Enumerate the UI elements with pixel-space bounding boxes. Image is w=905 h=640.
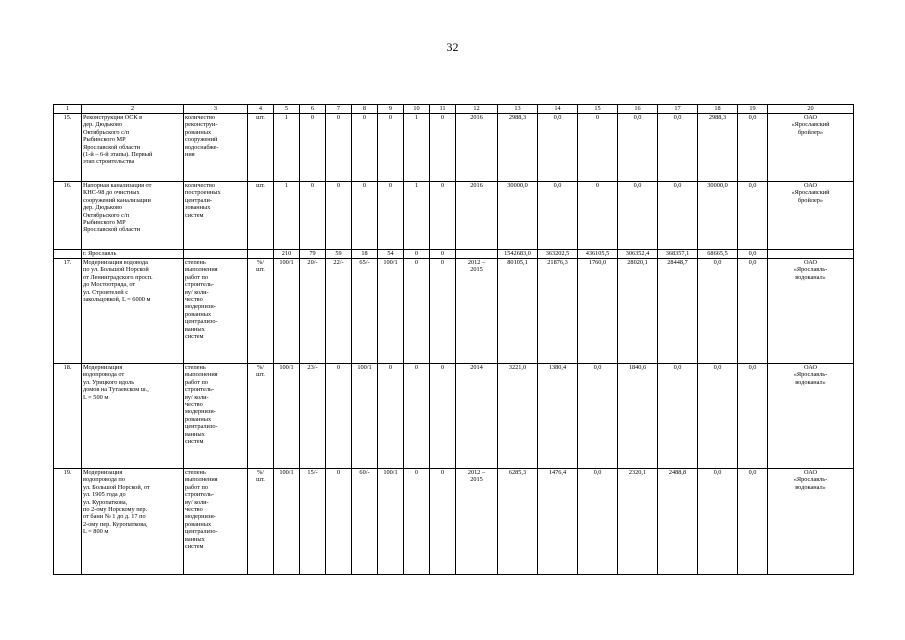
subtotal-value: 368357,1 — [658, 250, 698, 259]
funding-value: 0,0 — [698, 364, 738, 469]
target-value: 65/- — [352, 259, 378, 364]
funding-value: 80105,1 — [498, 259, 538, 364]
funding-value: 0,0 — [738, 259, 768, 364]
funding-value: 2988,3 — [498, 114, 538, 182]
funding-value: 6285,3 — [498, 469, 538, 575]
funding-value: 30000,0 — [498, 182, 538, 250]
funding-value: 1760,0 — [578, 259, 618, 364]
column-number: 6 — [300, 105, 326, 114]
target-value: 1 — [274, 114, 300, 182]
column-number: 4 — [248, 105, 274, 114]
target-value: 0 — [430, 259, 456, 364]
year: 2016 — [456, 114, 498, 182]
funding-value: 1840,6 — [618, 364, 658, 469]
column-number: 7 — [326, 105, 352, 114]
subtotal-value: 18 — [352, 250, 378, 259]
target-value: 60/- — [352, 469, 378, 575]
column-number: 12 — [456, 105, 498, 114]
column-number: 8 — [352, 105, 378, 114]
target-value: 0 — [430, 182, 456, 250]
unit: %/ шт. — [248, 364, 274, 469]
funding-value: 2488,8 — [658, 469, 698, 575]
executor: ОАО «Ярославль- водоканал» — [768, 469, 854, 575]
executor: ОАО «Ярославль- водоканал» — [768, 259, 854, 364]
unit: шт. — [248, 182, 274, 250]
year: 2012 – 2015 — [456, 259, 498, 364]
indicator: степень выполнения работ по строитель- ву/ коли- чество модернизи- рованных централизо- ванных систем — [184, 364, 248, 469]
column-number: 19 — [738, 105, 768, 114]
table-row — [54, 114, 854, 182]
target-value: 0 — [378, 114, 404, 182]
subtotal-value: 0 — [404, 250, 430, 259]
funding-value: 3221,0 — [498, 364, 538, 469]
empty-cell — [456, 250, 498, 259]
funding-value: 0,0 — [738, 469, 768, 575]
column-number: 9 — [378, 105, 404, 114]
table-row — [54, 469, 854, 575]
funding-value: 0,0 — [618, 114, 658, 182]
target-value: 0 — [378, 364, 404, 469]
row-number: 19. — [54, 469, 82, 575]
subtotal-value: 210 — [274, 250, 300, 259]
row-number: 17. — [54, 259, 82, 364]
funding-value: 28448,7 — [658, 259, 698, 364]
project-name: Модернизация водовода по ул. Большой Норской от Ленинградского просп. до Мостоотряда, от ул. Строителей с закольцовкой, L = 6000 м — [82, 259, 184, 364]
funding-value: 0,0 — [658, 114, 698, 182]
target-value: 0 — [430, 469, 456, 575]
target-value: 0 — [300, 182, 326, 250]
executor: ОАО «Ярославль- водоканал» — [768, 364, 854, 469]
subtotal-value: 0 — [430, 250, 456, 259]
indicator: степень выполнения работ по строитель- ву/ коли- чество модернизи- рованных централизо- ванных систем — [184, 469, 248, 575]
funding-value: 0,0 — [578, 469, 618, 575]
target-value: 0 — [430, 114, 456, 182]
executor: ОАО «Ярославский бройлер» — [768, 182, 854, 250]
subtotal-value: 54 — [378, 250, 404, 259]
column-number-row — [54, 105, 854, 114]
subtotal-value: 79 — [300, 250, 326, 259]
table-row — [54, 182, 854, 250]
target-value: 100/1 — [378, 469, 404, 575]
target-value: 0 — [326, 469, 352, 575]
subtotal-value: 306352,4 — [618, 250, 658, 259]
column-number: 16 — [618, 105, 658, 114]
funding-value: 0,0 — [698, 469, 738, 575]
column-number: 18 — [698, 105, 738, 114]
unit: %/ шт. — [248, 259, 274, 364]
funding-value: 0,0 — [738, 182, 768, 250]
target-value: 15/- — [300, 469, 326, 575]
year: 2012 – 2015 — [456, 469, 498, 575]
funding-value: 1476,4 — [538, 469, 578, 575]
target-value: 1 — [404, 182, 430, 250]
year: 2014 — [456, 364, 498, 469]
indicator: количество реконструи- рованных сооружений водоснабже- ния — [184, 114, 248, 182]
funding-value: 28020,1 — [618, 259, 658, 364]
funding-value: 0,0 — [738, 114, 768, 182]
column-number: 5 — [274, 105, 300, 114]
funding-value: 0 — [578, 182, 618, 250]
target-value: 100/1 — [352, 364, 378, 469]
page-number: 32 — [446, 40, 459, 54]
empty-cell — [184, 250, 248, 259]
executor: ОАО «Ярославский бройлер» — [768, 114, 854, 182]
project-name: Реконструкция ОСК в дер. Дюдьково Октябрьского с/п Рыбинского МР Ярославской области (1-й – 6-й этапы). Первый этап строительства — [82, 114, 184, 182]
column-number: 17 — [658, 105, 698, 114]
empty-cell — [248, 250, 274, 259]
target-value: 100/1 — [274, 469, 300, 575]
target-value: 0 — [326, 182, 352, 250]
funding-value: 1380,4 — [538, 364, 578, 469]
unit: %/ шт. — [248, 469, 274, 575]
project-name: Модернизация водопровода по ул. Большой Норской, от ул. 1905 года до ул. Куропаткова, по 2-ому Норскому пер. от бани № 1 до д. 17 по 2-ому пер. Куропаткова, L = 800 м — [82, 469, 184, 575]
target-value: 0 — [352, 182, 378, 250]
target-value: 0 — [352, 114, 378, 182]
funding-value: 0,0 — [538, 114, 578, 182]
empty-cell — [768, 250, 854, 259]
funding-value: 21876,3 — [538, 259, 578, 364]
empty-cell — [54, 250, 82, 259]
column-number: 11 — [430, 105, 456, 114]
target-value: 1 — [274, 182, 300, 250]
project-name: Напорная канализация от КНС-98 до очистных сооружений канализации дер. Дюдьково Октябрьского с/п Рыбинского МР Ярославской области — [82, 182, 184, 250]
column-number: 10 — [404, 105, 430, 114]
target-value: 0 — [326, 114, 352, 182]
column-number: 20 — [768, 105, 854, 114]
funding-value: 2320,1 — [618, 469, 658, 575]
subtotal-value: 68665,5 — [698, 250, 738, 259]
subtotal-value: 436105,5 — [578, 250, 618, 259]
target-value: 100/1 — [378, 259, 404, 364]
target-value: 20/- — [300, 259, 326, 364]
column-number: 13 — [498, 105, 538, 114]
program-table — [53, 104, 854, 575]
year: 2016 — [456, 182, 498, 250]
target-value: 100/1 — [274, 364, 300, 469]
column-number: 15 — [578, 105, 618, 114]
funding-value: 0,0 — [738, 364, 768, 469]
indicator: количество построенных централи- зованных систем — [184, 182, 248, 250]
column-number: 14 — [538, 105, 578, 114]
project-name: Модернизация водопровода от ул. Урицкого вдоль домов на Тутаевском ш., L = 500 м — [82, 364, 184, 469]
funding-value: 30000,0 — [698, 182, 738, 250]
column-number: 3 — [184, 105, 248, 114]
row-number: 18. — [54, 364, 82, 469]
target-value: 0 — [430, 364, 456, 469]
target-value: 0 — [378, 182, 404, 250]
funding-value: 0,0 — [658, 364, 698, 469]
table-row — [54, 259, 854, 364]
subtotal-value: 363202,5 — [538, 250, 578, 259]
funding-value: 0,0 — [538, 182, 578, 250]
funding-value: 0,0 — [698, 259, 738, 364]
subtotal-value: 1542683,0 — [498, 250, 538, 259]
funding-value: 2988,3 — [698, 114, 738, 182]
subtotal-value: 59 — [326, 250, 352, 259]
target-value: 1 — [404, 114, 430, 182]
target-value: 22/- — [326, 259, 352, 364]
indicator: степень выполнения работ по строитель- ву/ коли- чество модернизи- рованных централизо- ванных систем — [184, 259, 248, 364]
row-number: 16. — [54, 182, 82, 250]
row-number: 15. — [54, 114, 82, 182]
target-value: 0 — [404, 259, 430, 364]
target-value: 0 — [404, 364, 430, 469]
target-value: 0 — [326, 364, 352, 469]
target-value: 23/- — [300, 364, 326, 469]
unit: шт. — [248, 114, 274, 182]
funding-value: 0,0 — [658, 182, 698, 250]
column-number: 1 — [54, 105, 82, 114]
subtotal-name: г. Ярославль — [82, 250, 184, 259]
funding-value: 0,0 — [618, 182, 658, 250]
target-value: 100/1 — [274, 259, 300, 364]
target-value: 0 — [404, 469, 430, 575]
funding-value: 0 — [578, 114, 618, 182]
target-value: 0 — [300, 114, 326, 182]
subtotal-row — [54, 250, 854, 259]
funding-value: 0,0 — [578, 364, 618, 469]
table-row — [54, 364, 854, 469]
subtotal-value: 0,0 — [738, 250, 768, 259]
column-number: 2 — [82, 105, 184, 114]
